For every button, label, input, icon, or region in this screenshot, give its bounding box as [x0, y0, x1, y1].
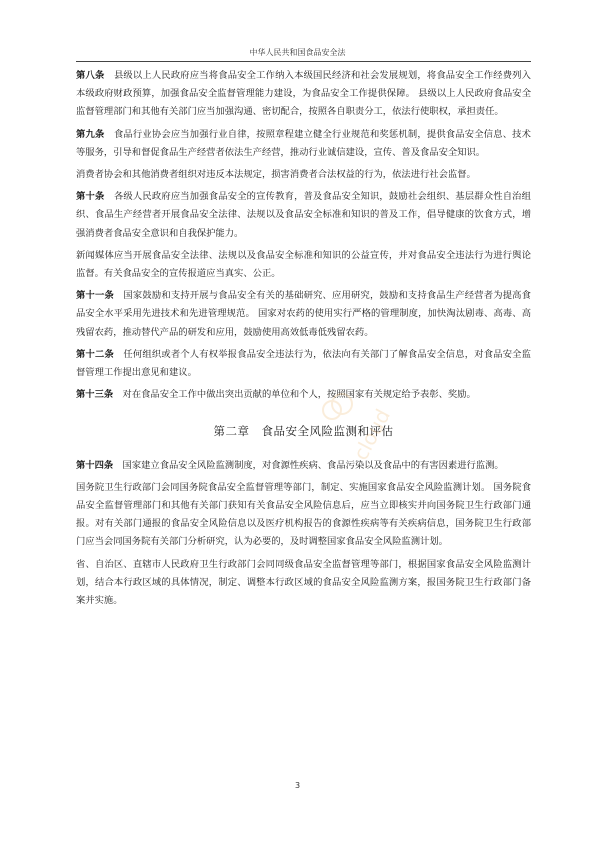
- article-text: 县级以上人民政府应当将食品安全工作纳入本级国民经济和社会发展规划，将食品安全工作经费列入本级政府财政预算，加强食品安全监督管理能力建设，为食品安全工作提供保障。 县级以上人民政府食品安全监督管理部门和其他有关部门应当加强沟通、密切配合，按照各自职责分工，依法行使职权，承担责任。: [76, 70, 531, 118]
- article-14-paragraph-2: [76, 479, 531, 552]
- paragraph-text: 省、自治区、直辖市人民政府卫生行政部门会同同级食品安全监督管理等部门，根据国家食品安全风险监测计划，结合本行政区域的具体情况，制定、调整本行政区域的食品安全风险监测方案，报国务院卫生行政部门备案并实施。: [76, 558, 531, 607]
- document-body: [76, 67, 531, 614]
- article-number: 第十二条: [76, 348, 114, 360]
- article-10: [76, 188, 531, 243]
- header-divider: [76, 61, 531, 62]
- article-12: [76, 346, 531, 382]
- paragraph-text: 新闻媒体应当开展食品安全法律、法规以及食品安全标准和知识的公益宣传，并对食品安全违法行为进行舆论监督。有关食品安全的宣传报道应当真实、公正。: [76, 249, 531, 280]
- article-text: 国家鼓励和支持开展与食品安全有关的基础研究、应用研究，鼓励和支持食品生产经营者为提高食品安全水平采用先进技术和先进管理规范。 国家对农药的使用实行严格的管理制度，加快淘汰剧毒、高毒、高残留农药，推动替代产品的研发和应用，鼓励使用高效低毒低残留农药。: [76, 290, 531, 338]
- article-14-paragraph-3: [76, 556, 531, 611]
- page-number: 3: [294, 781, 301, 790]
- article-8: [76, 67, 531, 122]
- article-text: 对在食品安全工作中做出突出贡献的单位和个人，按照国家有关规定给予表彰、奖励。: [122, 389, 476, 401]
- article-text: 各级人民政府应当加强食品安全的宣传教育，普及食品安全知识，鼓励社会组织、基层群众性自治组织、食品生产经营者开展食品安全法律、法规以及食品安全标准和知识的普及工作，倡导健康的饮食方式，增强消费者食品安全意识和自我保护能力。: [76, 191, 531, 239]
- article-text: 食品行业协会应当加强行业自律，按照章程建立健全行业规范和奖惩机制，提供食品安全信息、技术等服务，引导和督促食品生产经营者依法生产经营，推动行业诚信建设，宣传、普及食品安全知识。: [76, 128, 531, 158]
- article-10-paragraph-2: [76, 247, 531, 283]
- article-number: 第九条: [76, 128, 105, 140]
- article-13: [76, 386, 531, 404]
- article-number: 第十条: [76, 191, 105, 203]
- watermark-text: cloud: [348, 404, 395, 465]
- article-number: 第十三条: [76, 389, 114, 401]
- chapter-title: 第二章 食品安全风险监测和评估: [213, 424, 394, 439]
- paragraph-text: 国务院卫生行政部门会同国务院食品安全监督管理等部门，制定、实施国家食品安全风险监测计划。 国务院食品安全监督管理部门和其他有关部门获知有关食品安全风险信息后，应当立即核实并向国务院卫生行政部门通报。对有关部门通报的食品安全风险信息以及医疗机构报告的食源性疾病等有关疾病信息，国务院卫生行政部门应当会同国务院有关部门分析研究，认为必要的，及时调整国家食品安全风险监测计划。: [76, 481, 531, 548]
- article-text: 任何组织或者个人有权举报食品安全违法行为，依法向有关部门了解食品安全信息，对食品安全监督管理工作提出意见和建议。: [76, 348, 531, 379]
- article-number: 第十一条: [76, 290, 114, 302]
- article-9-paragraph-2: [76, 166, 531, 184]
- article-14: [76, 457, 531, 475]
- article-number: 第十四条: [76, 459, 114, 471]
- running-header-title: 中华人民共和国食品安全法: [249, 48, 346, 57]
- article-text: 国家建立食品安全风险监测制度，对食源性疾病、食品污染以及食品中的有害因素进行监测。: [122, 459, 504, 471]
- paragraph-text: 消费者协会和其他消费者组织对违反本法规定，损害消费者合法权益的行为，依法进行社会监督。: [76, 169, 476, 181]
- article-11: [76, 287, 531, 342]
- article-9: [76, 126, 531, 162]
- article-number: 第八条: [76, 70, 105, 81]
